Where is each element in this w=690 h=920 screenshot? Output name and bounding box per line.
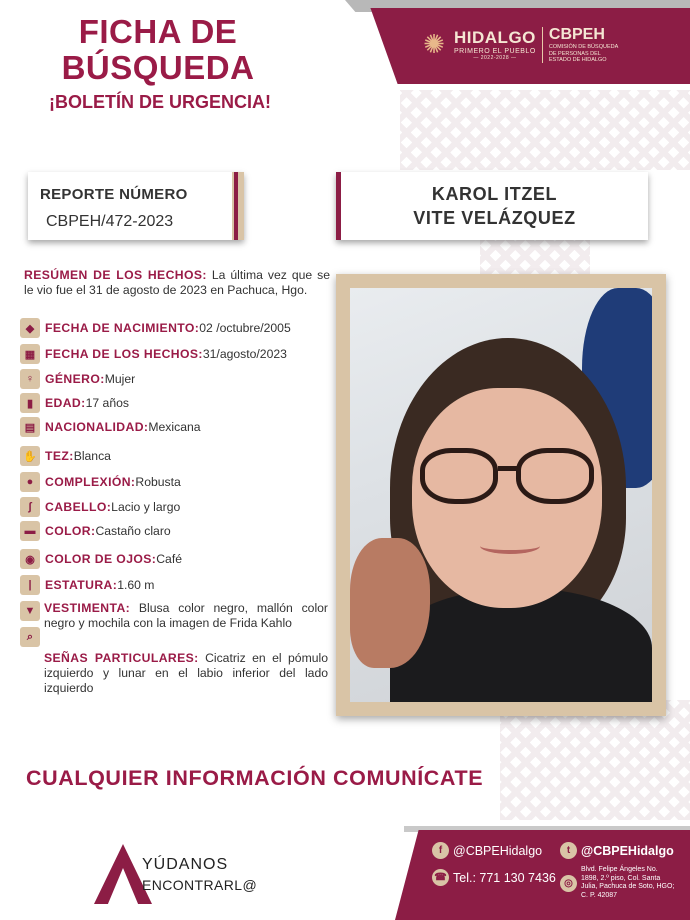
call-to-action: CUALQUIER INFORMACIÓN COMUNÍCATE bbox=[26, 766, 484, 790]
complexion-value: Robusta bbox=[135, 475, 181, 489]
report-label: REPORTE NÚMERO bbox=[40, 186, 188, 203]
page-title bbox=[48, 14, 268, 86]
row-complexion bbox=[20, 472, 181, 492]
ayudanos-line-1: YÚDANOS bbox=[142, 856, 229, 873]
photo-smile bbox=[480, 538, 540, 554]
photo-glasses-right bbox=[516, 448, 594, 504]
row-color bbox=[20, 521, 171, 541]
facebook-contact[interactable] bbox=[432, 842, 542, 859]
bar-chart-icon: ▮ bbox=[20, 393, 40, 413]
title-line-2: BÚSQUEDA bbox=[61, 49, 255, 86]
estatura-label: ESTATURA: bbox=[45, 578, 118, 592]
edad-label: EDAD: bbox=[45, 396, 86, 410]
color-value: Castaño claro bbox=[95, 524, 171, 538]
ruler-icon: | bbox=[20, 575, 40, 595]
address-contact bbox=[560, 866, 677, 900]
edad-value: 17 años bbox=[85, 396, 129, 410]
cake-icon: ◆ bbox=[20, 318, 40, 338]
hidalgo-flower-icon: ✺ bbox=[423, 29, 445, 60]
photo-glasses-bridge bbox=[498, 466, 518, 471]
row-genero bbox=[20, 369, 135, 389]
phone-contact[interactable] bbox=[432, 869, 556, 886]
twitter-contact[interactable] bbox=[560, 842, 674, 859]
row-tez bbox=[20, 446, 111, 466]
facebook-icon: f bbox=[432, 842, 449, 859]
hair-icon: ʃ bbox=[20, 497, 40, 517]
report-box bbox=[28, 172, 244, 240]
phone-number[interactable]: Tel.: 771 130 7436 bbox=[453, 870, 556, 885]
tez-value: Blanca bbox=[73, 449, 111, 463]
color-ojos-value: Café bbox=[156, 552, 182, 566]
senas-label: SEÑAS PARTICULARES: bbox=[44, 651, 199, 665]
shirt-icon: ▼ bbox=[20, 601, 40, 621]
nacionalidad-value: Mexicana bbox=[148, 420, 201, 434]
photo-frame bbox=[336, 274, 666, 716]
vestimenta-value: Blusa color negro, mallón color negro y mochila con la imagen de Frida Kahlo bbox=[44, 601, 328, 630]
senas-value: Cicatriz en el pómulo izquierdo y lunar en el labio inferior del lado izquierdo bbox=[44, 651, 328, 695]
vestimenta-label: VESTIMENTA: bbox=[44, 601, 131, 615]
cabello-label: CABELLO: bbox=[45, 500, 112, 514]
missing-person-photo bbox=[350, 288, 652, 702]
eye-icon: ◉ bbox=[20, 549, 40, 569]
calendar-icon: ▦ bbox=[20, 344, 40, 364]
row-estatura bbox=[20, 575, 154, 595]
nacionalidad-label: NACIONALIDAD: bbox=[45, 420, 149, 434]
resumen-label: RESÚMEN DE LOS HECHOS: bbox=[24, 268, 207, 282]
logo-hidalgo-name: HIDALGO bbox=[454, 28, 536, 48]
fecha-hechos-value: 31/agosto/2023 bbox=[202, 347, 287, 361]
row-edad bbox=[20, 393, 129, 413]
complexion-label: COMPLEXIÓN: bbox=[45, 475, 136, 489]
phone-icon: ☎ bbox=[432, 869, 449, 886]
row-nacionalidad bbox=[20, 417, 201, 437]
logo-cbpeh-name: CBPEH bbox=[548, 26, 605, 43]
row-fecha-nacimiento bbox=[20, 318, 291, 338]
decorative-pattern-bottom bbox=[500, 700, 690, 820]
person-name-line-2: VITE VELÁZQUEZ bbox=[413, 208, 576, 228]
senas-particulares bbox=[44, 651, 328, 696]
facebook-handle[interactable]: @CBPEHidalgo bbox=[453, 843, 543, 858]
logo-area bbox=[418, 26, 621, 64]
color-label: COLOR: bbox=[45, 524, 96, 538]
logo-hidalgo-sub: PRIMERO EL PUEBLO bbox=[454, 48, 536, 56]
person-name-box bbox=[336, 172, 648, 240]
genero-label: GÉNERO: bbox=[45, 372, 105, 386]
report-number: CBPEH/472-2023 bbox=[46, 213, 174, 230]
id-card-icon: ▤ bbox=[20, 417, 40, 437]
fecha-nacimiento-value: 02 /octubre/2005 bbox=[199, 321, 291, 335]
row-cabello bbox=[20, 497, 180, 517]
decorative-pattern-top bbox=[400, 90, 690, 170]
row-fecha-hechos bbox=[20, 344, 287, 364]
decorative-pattern-mid bbox=[480, 240, 590, 274]
body-icon: ● bbox=[20, 472, 40, 492]
person-name-line-1: KAROL ITZEL bbox=[431, 184, 558, 204]
tez-label: TEZ: bbox=[45, 449, 74, 463]
logo-cbpeh-sub: COMISIÓN DE BÚSQUEDA DE PERSONAS DEL ESTADO DE HIDALGO bbox=[548, 44, 618, 63]
fecha-nacimiento-label: FECHA DE NACIMIENTO: bbox=[45, 321, 200, 335]
location-icon: ◎ bbox=[560, 875, 577, 892]
logo-hidalgo bbox=[454, 28, 536, 61]
letter-a-logo bbox=[94, 844, 152, 904]
photo-hand bbox=[350, 538, 430, 668]
search-icon: ⌕ bbox=[20, 627, 40, 647]
address-text: Blvd. Felipe Ángeles No. 1898, 2.º piso, Col. Santa Julia, Pachuca de Soto, HGO; C. P. 42087 bbox=[581, 866, 675, 899]
row-color-ojos bbox=[20, 549, 182, 569]
photo-glasses-left bbox=[420, 448, 498, 504]
fecha-hechos-label: FECHA DE LOS HECHOS: bbox=[45, 347, 203, 361]
cabello-value: Lacio y largo bbox=[111, 500, 181, 514]
logo-separator bbox=[542, 27, 543, 63]
resumen-hechos bbox=[24, 268, 330, 298]
logo-hidalgo-years: — 2022-2028 — bbox=[473, 55, 517, 62]
logo-cbpeh bbox=[549, 26, 621, 64]
resumen-text: La última vez que se le vio fue el 31 de agosto de 2023 en Pachuca, Hgo. bbox=[24, 268, 331, 297]
twitter-handle[interactable]: @CBPEHidalgo bbox=[581, 843, 674, 858]
genero-value: Mujer bbox=[104, 372, 136, 386]
ayudanos-line-2: ENCONTRARL@ bbox=[142, 877, 258, 893]
vestimenta bbox=[44, 601, 328, 631]
hand-icon: ✋ bbox=[20, 446, 40, 466]
bed-icon: ▬ bbox=[20, 521, 40, 541]
estatura-value: 1.60 m bbox=[117, 578, 155, 592]
page-subtitle: ¡BOLETÍN DE URGENCIA! bbox=[49, 92, 271, 112]
title-line-1: FICHA DE bbox=[78, 13, 238, 50]
color-ojos-label: COLOR DE OJOS: bbox=[45, 552, 157, 566]
twitter-icon: t bbox=[560, 842, 577, 859]
gender-icon: ♀ bbox=[20, 369, 40, 389]
